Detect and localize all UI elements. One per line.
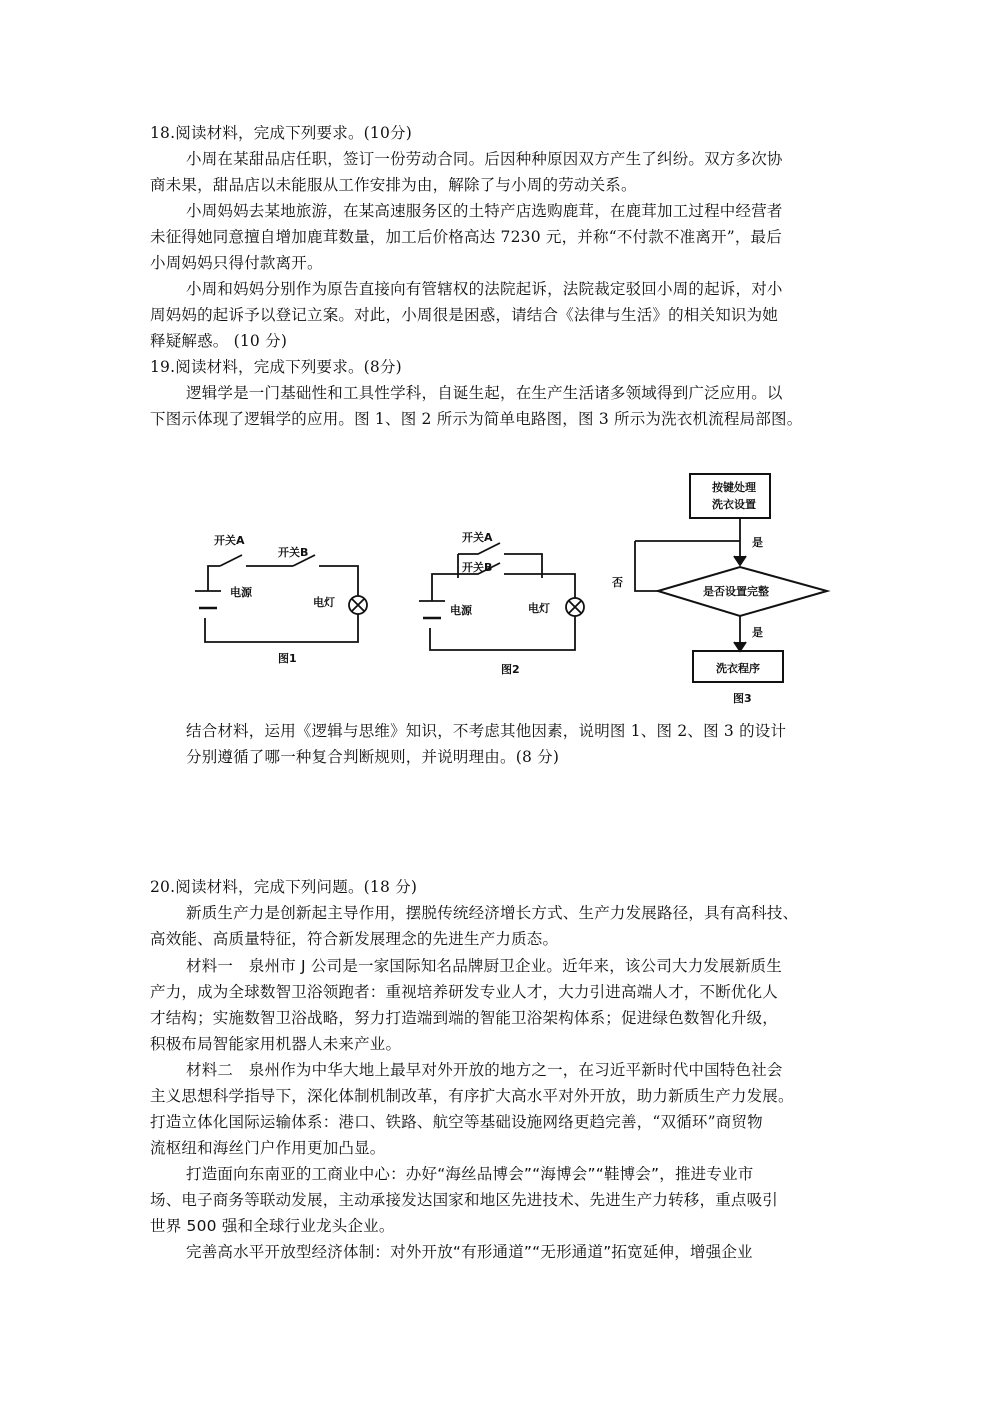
q20-title: 20.阅读材料，完成下列问题。(18 分) [150, 878, 418, 896]
fig3-box2: 洗衣程序 [716, 662, 760, 675]
q18-p2-line1: 小周妈妈去某地旅游，在某高速服务区的土特产店选购鹿茸，在鹿茸加工过程中经营者 [186, 202, 783, 220]
fig1-switch-a: 开关A [214, 534, 245, 547]
q20-p2-line2: 产力，成为全球数智卫浴领跑者：重视培养研发专业人才，大力引进高端人才，不断优化人 [150, 983, 779, 1001]
fig1-circuit [195, 555, 367, 642]
q18-title: 18.阅读材料，完成下列要求。(10分) [150, 124, 412, 142]
fig2-switch-b: 开关B [462, 561, 493, 574]
fig3-yes-bottom: 是 [752, 626, 763, 639]
q18-p2-line2: 未征得她同意擅自增加鹿茸数量，加工后价格高达 7230 元，并称“不付款不准离开”，最后 [150, 228, 782, 246]
q18-p1-line1: 小周在某甜品店任职，签订一份劳动合同。后因种种原因双方产生了纠纷。双方多次协 [186, 150, 783, 168]
fig1-caption: 图1 [278, 652, 297, 665]
fig3-box1-line2: 洗衣设置 [712, 498, 756, 511]
q20-p1-line1: 新质生产力是创新起主导作用，摆脱传统经济增长方式、生产力发展路径，具有高科技、 [186, 904, 799, 922]
q18-p3-line3: 释疑解惑。 (10 分) [150, 332, 288, 350]
q19-p1-line1: 逻辑学是一门基础性和工具性学科，自诞生起，在生产生活诸多领域得到广泛应用。以 [186, 384, 783, 402]
fig2-lamp: 电灯 [528, 602, 550, 615]
q18-p2-line3: 小周妈妈只得付款离开。 [150, 254, 323, 272]
q20-p2-line3: 才结构；实施数智卫浴战略，努力打造端到端的智能卫浴架构体系；促进绿色数智化升级， [150, 1009, 779, 1027]
q20-p4-line1: 打造面向东南亚的工商业中心：办好“海丝品博会”“海博会”“鞋博会”，推进专业市 [186, 1165, 754, 1183]
q18-p3-line2: 周妈妈的起诉予以登记立案。对此，小周很是困惑，请结合《法律与生活》的相关知识为她 [150, 306, 779, 324]
q20-p2-line4: 积极布局智能家用机器人未来产业。 [150, 1035, 402, 1053]
fig2-caption: 图2 [501, 663, 520, 676]
fig3-no: 否 [612, 576, 623, 589]
q20-p3-line4: 流枢纽和海丝门户作用更加凸显。 [150, 1139, 386, 1157]
fig1-switch-b: 开关B [278, 546, 309, 559]
q20-p1-line2: 高效能、高质量特征，符合新发展理念的先进生产力质态。 [150, 930, 559, 948]
figures-svg [150, 446, 850, 708]
q20-p4-line2: 场、电子商务等联动发展，主动承接发达国家和地区先进技术、先进生产力转移，重点吸引 [150, 1191, 779, 1209]
figure-area [150, 446, 850, 708]
q20-p3-line2: 主义思想科学指导下，深化体制机制改革，有序扩大高水平对外开放，助力新质生产力发展。 [150, 1087, 794, 1105]
q19-title: 19.阅读材料，完成下列要求。(8分) [150, 358, 402, 376]
fig3-caption: 图3 [733, 692, 752, 705]
q19-p2-line2: 分别遵循了哪一种复合判断规则，并说明理由。(8 分) [186, 748, 560, 766]
q19-p1-line2: 下图示体现了逻辑学的应用。图 1、图 2 所示为简单电路图，图 3 所示为洗衣机流程局部图。 [150, 410, 803, 428]
fig2-power: 电源 [450, 604, 472, 617]
q20-p2-line1: 材料一 泉州市 J 公司是一家国际知名品牌厨卫企业。近年来，该公司大力发展新质生 [186, 957, 782, 975]
q20-p3-line3: 打造立体化国际运输体系：港口、铁路、航空等基础设施网络更趋完善，“双循环”商贸物 [150, 1113, 763, 1131]
fig3-decision: 是否设置完整 [703, 585, 769, 598]
fig2-switch-a: 开关A [462, 531, 493, 544]
q20-p3-line1: 材料二 泉州作为中华大地上最早对外开放的地方之一，在习近平新时代中国特色社会 [186, 1061, 783, 1079]
fig1-lamp: 电灯 [313, 596, 335, 609]
fig3-box1-line1: 按键处理 [712, 481, 756, 494]
q20-p4-line3: 世界 500 强和全球行业龙头企业。 [150, 1217, 395, 1235]
fig3-yes-top: 是 [752, 536, 763, 549]
q18-p3-line1: 小周和妈妈分别作为原告直接向有管辖权的法院起诉，法院裁定驳回小周的起诉，对小 [186, 280, 783, 298]
q18-p1-line2: 商未果，甜品店以未能服从工作安排为由，解除了与小周的劳动关系。 [150, 176, 637, 194]
q20-p5-line1: 完善高水平开放型经济体制：对外开放“有形通道”“无形通道”拓宽延伸，增强企业 [186, 1243, 753, 1261]
fig1-power: 电源 [230, 586, 252, 599]
q19-p2-line1: 结合材料，运用《逻辑与思维》知识，不考虑其他因素，说明图 1、图 2、图 3 的设计 [186, 722, 787, 740]
fig2-circuit [419, 543, 584, 650]
